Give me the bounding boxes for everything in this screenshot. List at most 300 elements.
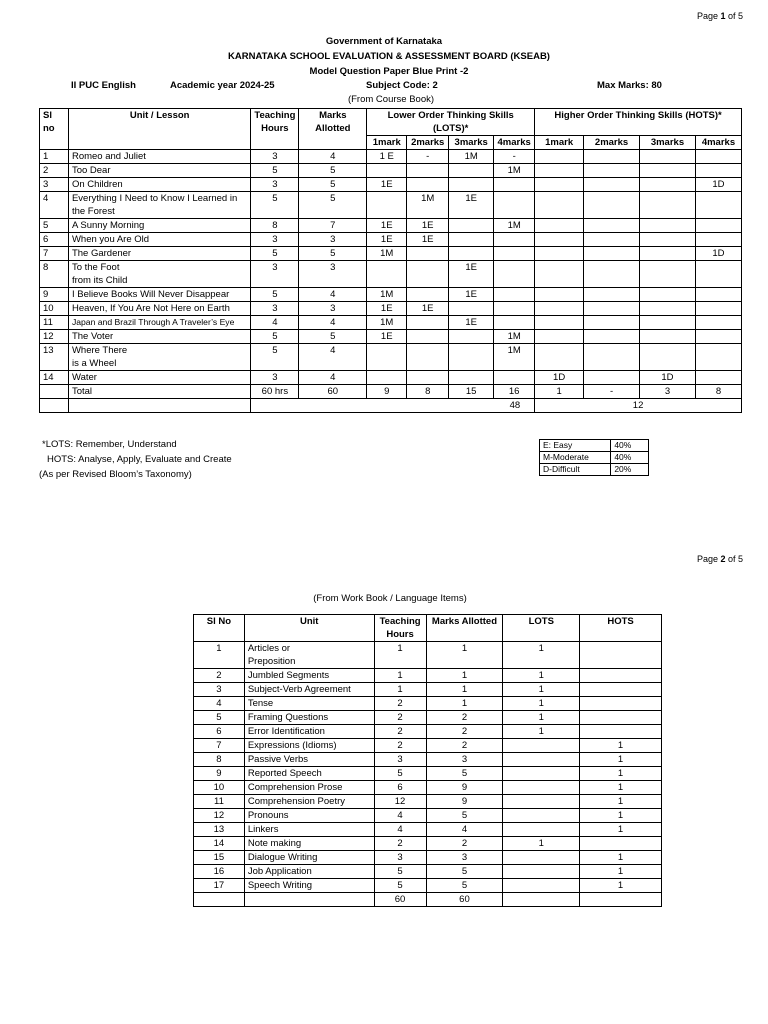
wb-row-marks-allotted: 9: [426, 795, 503, 809]
row-slno: 9: [40, 288, 69, 302]
wb-row-unit: Reported Speech: [244, 767, 374, 781]
row-cell-1mark-lots: [367, 344, 407, 371]
wb-col-header-marks-allotted: Marks Allotted: [426, 615, 503, 642]
header-academic-year: Academic year 2024-25: [170, 80, 275, 91]
row-cell-2marks-hots: [584, 261, 640, 288]
wb-row-marks-allotted: 5: [426, 767, 503, 781]
row-teaching-hours: 3: [251, 371, 299, 385]
row-cell-4marks-hots: [695, 219, 741, 233]
row-slno: 13: [40, 344, 69, 371]
wb-row-slno: 11: [194, 795, 245, 809]
table-row: [40, 302, 742, 316]
wb-row-slno: 8: [194, 753, 245, 767]
wb-row-slno: 5: [194, 711, 245, 725]
wb-row-unit: Framing Questions: [244, 711, 374, 725]
row-teaching-hours: 5: [251, 192, 299, 219]
row-cell-2marks-hots: [584, 302, 640, 316]
difficulty-row: [540, 440, 649, 452]
wb-row-teaching-hours: 1: [374, 683, 426, 697]
wb-total-empty-cell: [503, 893, 580, 907]
workbook-table-row: [194, 753, 662, 767]
row-teaching-hours: 3: [251, 178, 299, 192]
wb-row-lots: 1: [503, 837, 580, 851]
row-cell-3marks-hots: [640, 150, 696, 164]
row-cell-2marks-hots: [584, 164, 640, 178]
row-teaching-hours: 3: [251, 261, 299, 288]
row-unit: Water: [68, 371, 250, 385]
wb-row-lots: [503, 865, 580, 879]
wb-total-marks-allotted: 60: [426, 893, 503, 907]
row-marks-allotted: 5: [299, 164, 367, 178]
row-cell-1mark-hots: [535, 344, 584, 371]
row-teaching-hours: 3: [251, 233, 299, 247]
total-cell-1mark-lots: 9: [367, 385, 407, 399]
hots-total: 12: [535, 399, 742, 413]
wb-row-marks-allotted: 2: [426, 711, 503, 725]
wb-row-hots: 1: [580, 823, 662, 837]
total-cell-4marks-lots: 16: [494, 385, 535, 399]
row-cell-1mark-hots: [535, 192, 584, 219]
row-cell-2marks-hots: [584, 247, 640, 261]
wb-total-empty-cell: [194, 893, 245, 907]
wb-row-marks-allotted: 2: [426, 837, 503, 851]
row-cell-4marks-hots: [695, 316, 741, 330]
wb-row-unit: Dialogue Writing: [244, 851, 374, 865]
row-cell-1mark-lots: 1E: [367, 219, 407, 233]
row-cell-3marks-hots: [640, 316, 696, 330]
total-cell-3marks-lots: 15: [449, 385, 494, 399]
row-cell-2marks-hots: [584, 233, 640, 247]
row-cell-4marks-lots: 1M: [494, 344, 535, 371]
row-cell-4marks-hots: [695, 261, 741, 288]
wb-row-slno: 9: [194, 767, 245, 781]
wb-row-marks-allotted: 3: [426, 753, 503, 767]
wb-row-teaching-hours: 12: [374, 795, 426, 809]
row-slno: 1: [40, 150, 69, 164]
table-row: [40, 344, 742, 371]
row-cell-4marks-hots: [695, 192, 741, 219]
wb-row-slno: 3: [194, 683, 245, 697]
total-empty-cell: [40, 385, 69, 399]
wb-row-slno: 6: [194, 725, 245, 739]
lots-total: 48: [251, 399, 535, 413]
wb-row-marks-allotted: 4: [426, 823, 503, 837]
row-cell-1mark-hots: [535, 330, 584, 344]
difficulty-row: [540, 452, 649, 464]
wb-row-unit: Articles or Preposition: [244, 642, 374, 669]
row-cell-1mark-lots: 1E: [367, 302, 407, 316]
wb-row-teaching-hours: 3: [374, 851, 426, 865]
row-marks-allotted: 4: [299, 150, 367, 164]
workbook-table-row: [194, 711, 662, 725]
workbook-table-row: [194, 739, 662, 753]
wb-row-lots: 1: [503, 642, 580, 669]
row-slno: 7: [40, 247, 69, 261]
row-cell-3marks-lots: [449, 302, 494, 316]
row-cell-2marks-lots: 1E: [407, 233, 449, 247]
wb-row-teaching-hours: 1: [374, 642, 426, 669]
table-row: [40, 371, 742, 385]
row-cell-2marks-lots: [407, 330, 449, 344]
row-cell-4marks-hots: [695, 288, 741, 302]
row-cell-4marks-lots: [494, 192, 535, 219]
wb-row-hots: 1: [580, 781, 662, 795]
wb-row-teaching-hours: 5: [374, 879, 426, 893]
row-cell-4marks-lots: [494, 316, 535, 330]
row-cell-1mark-lots: 1 E: [367, 150, 407, 164]
total-row: [40, 385, 742, 399]
difficulty-label: M-Moderate: [540, 452, 611, 464]
row-cell-4marks-hots: 1D: [695, 247, 741, 261]
wb-row-lots: [503, 851, 580, 865]
row-marks-allotted: 3: [299, 302, 367, 316]
row-cell-4marks-hots: [695, 233, 741, 247]
total-label: Total: [68, 385, 250, 399]
wb-col-header-hots: HOTS: [580, 615, 662, 642]
row-cell-2marks-hots: [584, 316, 640, 330]
row-cell-1mark-hots: [535, 261, 584, 288]
row-cell-3marks-lots: [449, 344, 494, 371]
row-marks-allotted: 7: [299, 219, 367, 233]
wb-row-teaching-hours: 3: [374, 753, 426, 767]
header-blueprint: Model Question Paper Blue Print -2: [309, 66, 469, 77]
col-header-unit: Unit / Lesson: [68, 109, 250, 150]
row-cell-1mark-hots: [535, 288, 584, 302]
wb-row-slno: 12: [194, 809, 245, 823]
workbook-table-row: [194, 669, 662, 683]
wb-row-lots: 1: [503, 725, 580, 739]
note-bloom: (As per Revised Bloom’s Taxonomy): [39, 469, 192, 480]
wb-row-slno: 2: [194, 669, 245, 683]
wb-row-teaching-hours: 2: [374, 697, 426, 711]
table-row: [40, 192, 742, 219]
wb-row-teaching-hours: 5: [374, 767, 426, 781]
row-cell-3marks-lots: [449, 178, 494, 192]
difficulty-percent: 20%: [611, 464, 649, 476]
row-cell-2marks-lots: [407, 261, 449, 288]
wb-row-hots: 1: [580, 879, 662, 893]
header-board: KARNATAKA SCHOOL EVALUATION & ASSESSMENT BOARD (KSEAB): [228, 51, 550, 62]
summary-empty-cell: [68, 399, 250, 413]
wb-row-marks-allotted: 5: [426, 809, 503, 823]
row-cell-4marks-hots: [695, 150, 741, 164]
row-cell-4marks-lots: [494, 288, 535, 302]
wb-row-teaching-hours: 5: [374, 865, 426, 879]
table-row: [40, 330, 742, 344]
row-unit: I Believe Books Will Never Disappear: [68, 288, 250, 302]
wb-row-unit: Pronouns: [244, 809, 374, 823]
wb-row-lots: [503, 767, 580, 781]
row-slno: 5: [40, 219, 69, 233]
row-slno: 6: [40, 233, 69, 247]
col-header-marks-allotted: Marks Allotted: [299, 109, 367, 150]
row-cell-3marks-lots: [449, 330, 494, 344]
wb-row-unit: Comprehension Prose: [244, 781, 374, 795]
row-cell-3marks-hots: [640, 247, 696, 261]
wb-row-slno: 14: [194, 837, 245, 851]
row-marks-allotted: 3: [299, 261, 367, 288]
row-cell-2marks-lots: [407, 288, 449, 302]
row-cell-1mark-hots: [535, 150, 584, 164]
wb-row-marks-allotted: 1: [426, 669, 503, 683]
row-cell-3marks-hots: [640, 344, 696, 371]
wb-row-unit: Job Application: [244, 865, 374, 879]
row-unit: The Voter: [68, 330, 250, 344]
row-marks-allotted: 4: [299, 371, 367, 385]
wb-total-teaching-hours: 60: [374, 893, 426, 907]
wb-row-lots: [503, 879, 580, 893]
row-cell-4marks-hots: [695, 302, 741, 316]
row-cell-2marks-lots: [407, 164, 449, 178]
col-subheader-3marks-hots: 3marks: [640, 136, 696, 150]
row-marks-allotted: 4: [299, 288, 367, 302]
row-cell-1mark-hots: [535, 219, 584, 233]
wb-row-teaching-hours: 2: [374, 837, 426, 851]
table-row: [40, 178, 742, 192]
col-subheader-2marks-lots: 2marks: [407, 136, 449, 150]
wb-row-hots: [580, 683, 662, 697]
col-subheader-3marks-lots: 3marks: [449, 136, 494, 150]
row-cell-2marks-lots: [407, 247, 449, 261]
wb-row-hots: 1: [580, 767, 662, 781]
difficulty-label: D-Difficult: [540, 464, 611, 476]
wb-row-lots: 1: [503, 711, 580, 725]
wb-row-lots: [503, 795, 580, 809]
row-teaching-hours: 3: [251, 150, 299, 164]
row-cell-1mark-hots: [535, 164, 584, 178]
wb-row-unit: Subject-Verb Agreement: [244, 683, 374, 697]
row-cell-1mark-hots: [535, 178, 584, 192]
row-cell-1mark-lots: [367, 164, 407, 178]
total-marks-allotted: 60: [299, 385, 367, 399]
wb-col-header-teaching-hours: Teaching Hours: [374, 615, 426, 642]
row-cell-2marks-hots: [584, 371, 640, 385]
col-subheader-4marks-lots: 4marks: [494, 136, 535, 150]
row-marks-allotted: 5: [299, 330, 367, 344]
wb-row-hots: [580, 711, 662, 725]
row-cell-3marks-lots: 1E: [449, 192, 494, 219]
row-unit: Everything I Need to Know I Learned in the Forest: [68, 192, 250, 219]
col-header-lots: Lower Order Thinking Skills (LOTS)*: [367, 109, 535, 136]
row-cell-3marks-lots: 1M: [449, 150, 494, 164]
wb-row-slno: 13: [194, 823, 245, 837]
row-marks-allotted: 5: [299, 178, 367, 192]
row-cell-3marks-hots: [640, 233, 696, 247]
wb-col-header-slno: Sl No: [194, 615, 245, 642]
row-cell-2marks-hots: [584, 192, 640, 219]
workbook-source: (From Work Book / Language Items): [313, 593, 467, 604]
wb-row-marks-allotted: 1: [426, 683, 503, 697]
workbook-table-row: [194, 683, 662, 697]
row-cell-3marks-lots: 1E: [449, 316, 494, 330]
wb-row-lots: 1: [503, 697, 580, 711]
row-cell-4marks-lots: [494, 247, 535, 261]
difficulty-label: E: Easy: [540, 440, 611, 452]
wb-row-unit: Error Identification: [244, 725, 374, 739]
row-cell-3marks-lots: [449, 219, 494, 233]
wb-row-unit: Linkers: [244, 823, 374, 837]
wb-row-unit: Passive Verbs: [244, 753, 374, 767]
table-row: [40, 247, 742, 261]
total-cell-2marks-lots: 8: [407, 385, 449, 399]
wb-row-lots: [503, 739, 580, 753]
row-cell-1mark-lots: 1M: [367, 316, 407, 330]
row-teaching-hours: 8: [251, 219, 299, 233]
wb-row-hots: [580, 642, 662, 669]
wb-row-slno: 7: [194, 739, 245, 753]
note-lots: *LOTS: Remember, Understand: [42, 439, 177, 450]
workbook-table-row: [194, 781, 662, 795]
header-max-marks: Max Marks: 80: [597, 80, 662, 91]
row-teaching-hours: 4: [251, 316, 299, 330]
row-marks-allotted: 4: [299, 316, 367, 330]
wb-total-empty-cell: [244, 893, 374, 907]
wb-row-teaching-hours: 4: [374, 823, 426, 837]
row-cell-4marks-hots: [695, 164, 741, 178]
row-cell-4marks-lots: [494, 233, 535, 247]
workbook-table-row: [194, 823, 662, 837]
wb-row-hots: 1: [580, 865, 662, 879]
row-cell-4marks-hots: 1D: [695, 178, 741, 192]
row-teaching-hours: 5: [251, 288, 299, 302]
row-cell-3marks-lots: 1E: [449, 288, 494, 302]
wb-row-slno: 16: [194, 865, 245, 879]
page-2-label: Page 2 of 5: [697, 554, 744, 564]
row-cell-2marks-hots: [584, 150, 640, 164]
workbook-table-row: [194, 642, 662, 669]
row-cell-2marks-hots: [584, 178, 640, 192]
row-unit: Heaven, If You Are Not Here on Earth: [68, 302, 250, 316]
summary-row: [40, 399, 742, 413]
row-cell-3marks-lots: [449, 247, 494, 261]
header-course: II PUC English: [71, 80, 136, 91]
row-unit: The Gardener: [68, 247, 250, 261]
total-cell-2marks-hots: -: [584, 385, 640, 399]
table-row: [40, 316, 742, 330]
wb-row-lots: [503, 823, 580, 837]
wb-row-slno: 15: [194, 851, 245, 865]
row-cell-3marks-hots: [640, 164, 696, 178]
header-source: (From Course Book): [347, 94, 435, 105]
total-teaching-hours: 60 hrs: [251, 385, 299, 399]
workbook-table-row: [194, 697, 662, 711]
row-unit: A Sunny Morning: [68, 219, 250, 233]
row-unit: Romeo and Juliet: [68, 150, 250, 164]
row-cell-1mark-lots: 1E: [367, 178, 407, 192]
workbook-table-row: [194, 767, 662, 781]
total-cell-3marks-hots: 3: [640, 385, 696, 399]
wb-row-hots: 1: [580, 809, 662, 823]
row-slno: 4: [40, 192, 69, 219]
page-1-label: Page 1 of 5: [697, 11, 744, 21]
table-row: [40, 261, 742, 288]
wb-row-unit: Note making: [244, 837, 374, 851]
notes-block: [39, 437, 232, 482]
row-cell-2marks-hots: [584, 330, 640, 344]
wb-row-teaching-hours: 4: [374, 809, 426, 823]
summary-empty-cell: [40, 399, 69, 413]
row-slno: 3: [40, 178, 69, 192]
wb-row-marks-allotted: 3: [426, 851, 503, 865]
workbook-table-row: [194, 865, 662, 879]
row-cell-4marks-lots: [494, 261, 535, 288]
wb-row-teaching-hours: 2: [374, 725, 426, 739]
wb-row-marks-allotted: 1: [426, 642, 503, 669]
workbook-table-row: [194, 879, 662, 893]
wb-row-marks-allotted: 2: [426, 725, 503, 739]
table-row: [40, 219, 742, 233]
wb-row-lots: [503, 753, 580, 767]
row-cell-3marks-lots: 1E: [449, 261, 494, 288]
row-cell-1mark-lots: 1E: [367, 330, 407, 344]
row-cell-4marks-hots: [695, 371, 741, 385]
wb-row-hots: [580, 725, 662, 739]
row-teaching-hours: 5: [251, 247, 299, 261]
wb-row-teaching-hours: 2: [374, 711, 426, 725]
row-cell-2marks-lots: [407, 178, 449, 192]
wb-row-lots: 1: [503, 669, 580, 683]
row-cell-4marks-lots: 1M: [494, 219, 535, 233]
row-slno: 14: [40, 371, 69, 385]
wb-row-lots: [503, 781, 580, 795]
row-slno: 8: [40, 261, 69, 288]
row-unit: Japan and Brazil Through A Traveler’s Eye: [68, 316, 250, 330]
col-subheader-4marks-hots: 4marks: [695, 136, 741, 150]
row-cell-4marks-lots: [494, 302, 535, 316]
workbook-total-row: [194, 893, 662, 907]
col-header-teaching-hours: Teaching Hours: [251, 109, 299, 150]
wb-row-marks-allotted: 2: [426, 739, 503, 753]
row-cell-2marks-lots: [407, 316, 449, 330]
row-teaching-hours: 5: [251, 344, 299, 371]
row-cell-3marks-lots: [449, 164, 494, 178]
col-subheader-1mark-lots: 1mark: [367, 136, 407, 150]
col-subheader-1mark-hots: 1mark: [535, 136, 584, 150]
total-cell-1mark-hots: 1: [535, 385, 584, 399]
row-cell-1mark-lots: [367, 371, 407, 385]
wb-row-hots: 1: [580, 795, 662, 809]
row-slno: 12: [40, 330, 69, 344]
row-cell-2marks-lots: [407, 371, 449, 385]
wb-row-unit: Jumbled Segments: [244, 669, 374, 683]
table-row: [40, 233, 742, 247]
wb-row-unit: Expressions (Idioms): [244, 739, 374, 753]
wb-col-header-unit: Unit: [244, 615, 374, 642]
wb-row-hots: [580, 669, 662, 683]
row-cell-4marks-lots: 1M: [494, 164, 535, 178]
row-cell-2marks-hots: [584, 219, 640, 233]
wb-row-teaching-hours: 1: [374, 669, 426, 683]
wb-row-hots: [580, 837, 662, 851]
row-cell-3marks-hots: [640, 192, 696, 219]
row-cell-3marks-hots: 1D: [640, 371, 696, 385]
row-slno: 10: [40, 302, 69, 316]
row-cell-3marks-hots: [640, 219, 696, 233]
course-book-blueprint-table: [39, 108, 742, 413]
row-cell-1mark-hots: [535, 302, 584, 316]
wb-col-header-lots: LOTS: [503, 615, 580, 642]
row-marks-allotted: 3: [299, 233, 367, 247]
table-row: [40, 150, 742, 164]
row-cell-4marks-hots: [695, 344, 741, 371]
workbook-table-row: [194, 725, 662, 739]
difficulty-percent: 40%: [611, 440, 649, 452]
col-subheader-2marks-hots: 2marks: [584, 136, 640, 150]
row-cell-3marks-hots: [640, 330, 696, 344]
wb-row-slno: 17: [194, 879, 245, 893]
difficulty-row: [540, 464, 649, 476]
row-cell-1mark-hots: [535, 316, 584, 330]
